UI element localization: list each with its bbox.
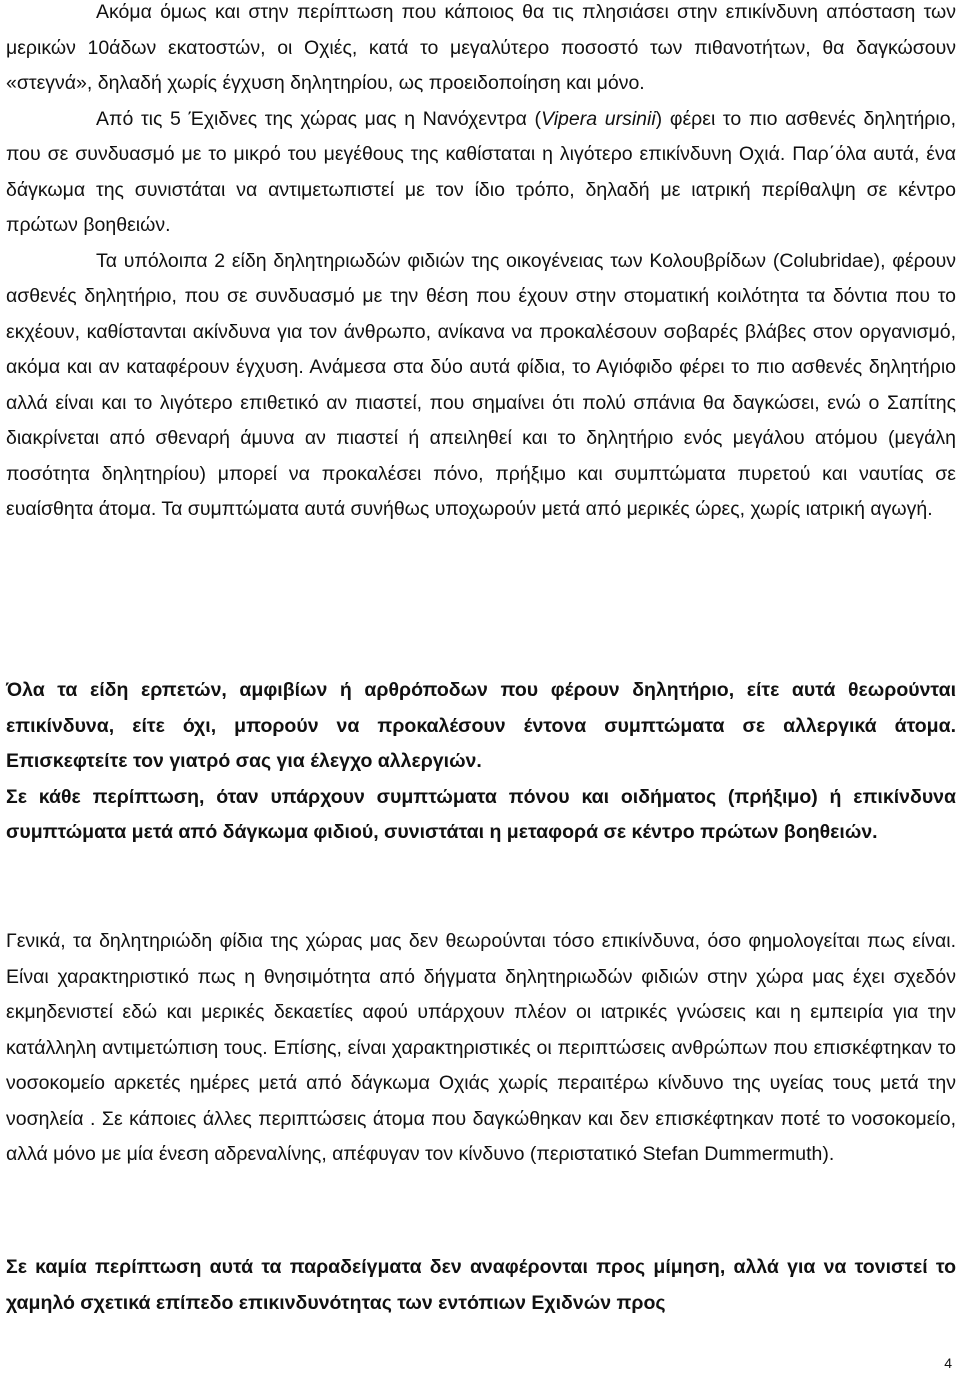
text-allergy: Όλα τα είδη ερπετών, αμφιβίων ή αρθρόποδων που φέρουν δηλητήριο, είτε αυτά θεωρούνται επικίνδυνα, είτε όχι, μπορούν να προκαλέσουν έντονα συμπτώματα σε αλλεργικά άτομα. Επισκεφτείτε τον γιατρό σας για έλεγχο αλλεργιών. bbox=[6, 679, 956, 772]
paragraph-allergy-warning bbox=[6, 673, 956, 851]
text-dry-bite: Ακόμα όμως και στην περίπτωση που κάποιος θα τις πλησιάσει στην επικίνδυνη απόσταση των μερικών 10άδων εκατοστών, οι Οχιές, κατά το μεγαλύτερο ποσοστό των πιθανοτήτων, θα δαγκώσουν «στεγνά», δηλαδή χωρίς έγχυση δηλητηρίου, ως προειδοποίηση και μόνο. bbox=[6, 1, 956, 94]
paragraph-general-risk bbox=[6, 924, 956, 1173]
paragraph-viper-bites bbox=[6, 0, 956, 528]
text-nanochentra-pre: Από τις 5 Έχιδνες της χώρας μας η Νανόχεντρα ( bbox=[96, 107, 542, 130]
paragraph-not-imitation bbox=[6, 1250, 956, 1321]
text-nanochentra-post: ) φέρει το πιο ασθενές δηλητήριο, που σε συνδυασμό με το μικρό του μεγέθους της καθίσταται η λιγότερο επικίνδυνη Οχιά. Παρ΄όλα αυτά, ένα δάγκωμα της συνιστάται να αντιμετωπιστεί με τον ίδιο τρόπο, δηλαδή με ιατρική περίθαλψη σε κέντρο πρώτων βοηθειών. bbox=[6, 107, 956, 236]
species-name-italic: Vipera ursinii bbox=[541, 107, 656, 130]
text-not-imitation: Σε καμία περίπτωση αυτά τα παραδείγματα δεν αναφέρονται προς μίμηση, αλλά για να τονιστεί το χαμηλό σχετικά επίπεδο επικινδυνότητας των εντόπιων Εχιδνών προς bbox=[6, 1256, 956, 1314]
page-number: 4 bbox=[944, 1355, 952, 1371]
text-colubridae: Τα υπόλοιπα 2 είδη δηλητηριωδών φιδιών της οικογένειας των Κολουβρίδων (Colubridae), φέρουν ασθενές δηλητήριο, που σε συνδυασμό με την θέση που έχουν στην στοματική κοιλότητα τα δόντια που το εκχέουν, καθίστανται ακίνδυνα για τον άνθρωπο, ανίκανα να προκαλέσουν σοβαρές βλάβες στον οργανισμό, ακόμα και αν καταφέρουν έγχυση. Ανάμεσα στα δύο αυτά φίδια, το Αγιόφιδο φέρει το πιο ασθενές δηλητήριο αλλά είναι και το λιγότερο επιθετικό αν πιαστεί, που σημαίνει ότι πολύ σπάνια θα δαγκώσει, ενώ ο Σαπίτης διακρίνεται από σθεναρή άμυνα αν πιαστεί ή απειληθεί και το δηλητήριο ενός μεγάλου ατόμου (μεγάλη ποσότητα δηλητηρίου) μπορεί να προκαλέσει πόνο, πρήξιμο και συμπτώματα πυρετού και ναυτίας σε ευαίσθητα άτομα. Τα συμπτώματα αυτά συνήθως υποχωρούν μετά από μερικές ώρες, χωρίς ιατρική αγωγή. bbox=[6, 249, 956, 520]
text-general-risk: Γενικά, τα δηλητηριώδη φίδια της χώρας μας δεν θεωρούνται τόσο επικίνδυνα, όσο φημολογείται πως είναι. Είναι χαρακτηριστικό πως η θνησιμότητα από δήγματα δηλητηριωδών φιδιών στην χώρα μας έχει σχεδόν εκμηδενιστεί εδώ και μερικές δεκαετίες αφού υπάρχουν πλέον οι ιατρικές γνώσεις και η εμπειρία για την κατάλληλη αντιμετώπιση τους. Επίσης, είναι χαρακτηριστικές οι περιπτώσεις ανθρώπων που επισκέφτηκαν το νοσοκομείο αρκετές ημέρες μετά από δάγκωμα Οχιάς χωρίς περαιτέρω κίνδυνο της υγείας τους μετά την νοσηλεία . Σε κάποιες άλλες περιπτώσεις άτομα που δαγκώθηκαν και δεν επισκέφτηκαν ποτέ το νοσοκομείο, αλλά μόνο με μία ένεση αδρεναλίνης, απέφυγαν τον κίνδυνο (περιστατικό Stefan Dummermuth). bbox=[6, 930, 956, 1165]
text-first-aid: Σε κάθε περίπτωση, όταν υπάρχουν συμπτώματα πόνου και οιδήματος (πρήξιμο) ή επικίνδυνα συμπτώματα μετά από δάγκωμα φιδιού, συνιστάται η μεταφορά σε κέντρο πρώτων βοηθειών. bbox=[6, 785, 956, 843]
